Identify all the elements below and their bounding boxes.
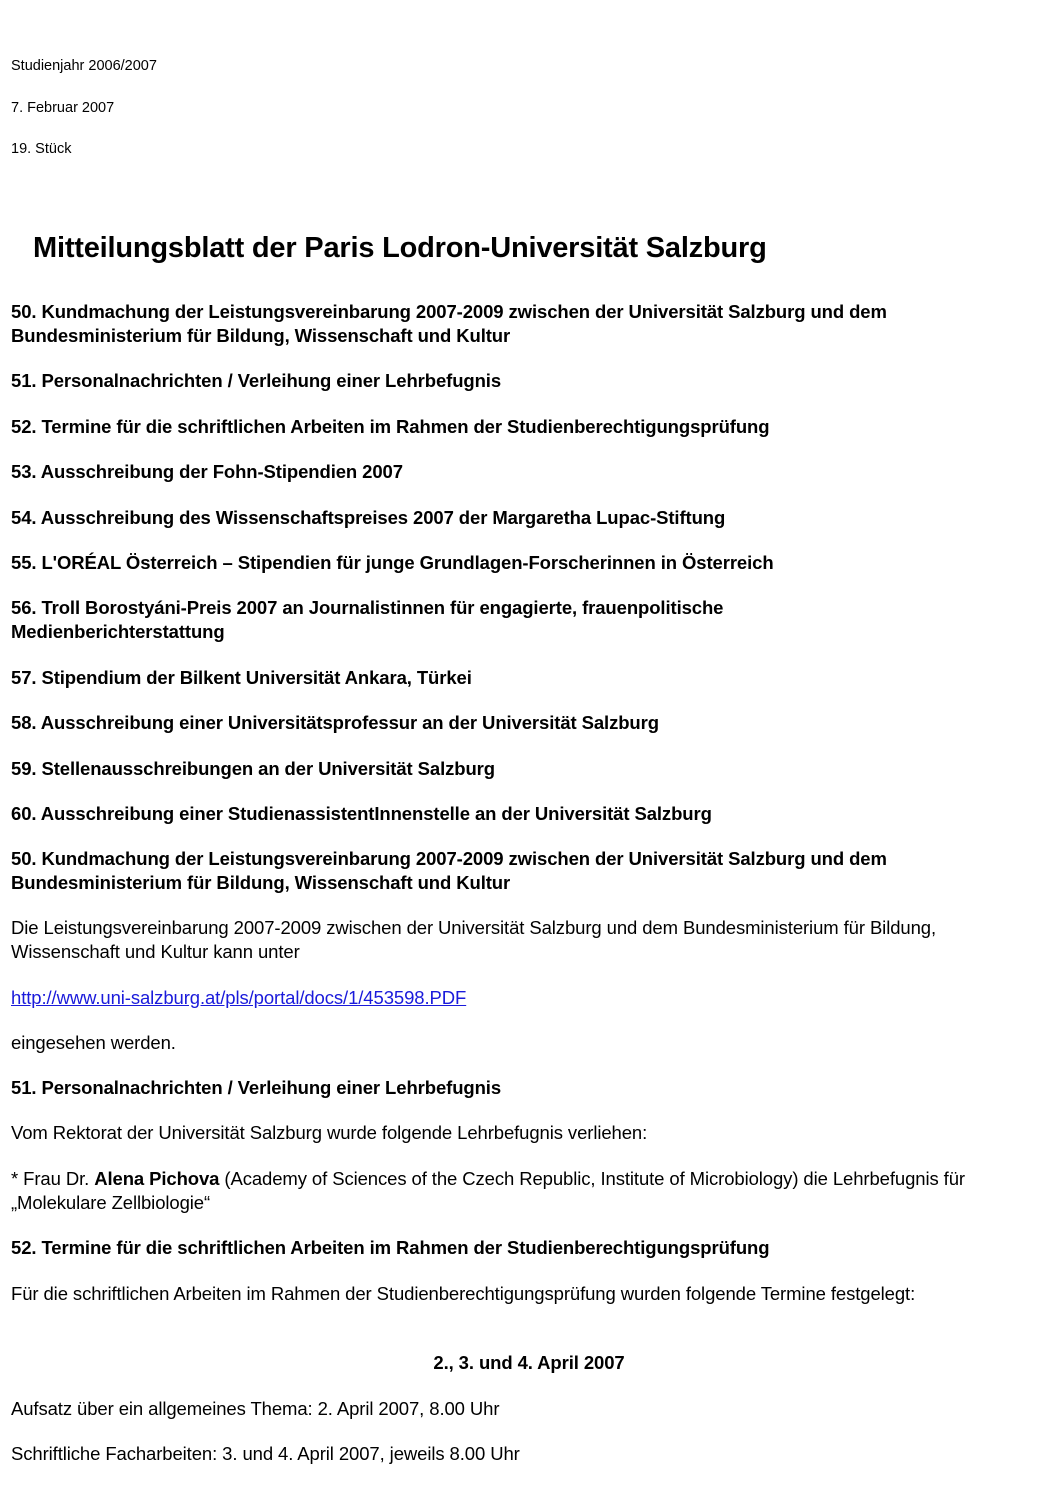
exam-line: Schriftliche Facharbeiten: 3. und 4. April 2007, jeweils 8.00 Uhr xyxy=(11,1443,520,1464)
toc-item[interactable]: 57. Stipendium der Bilkent Universität Ankara, Türkei xyxy=(11,667,472,688)
issue-number: 19. Stück xyxy=(11,141,72,157)
section-text: Für die schriftlichen Arbeiten im Rahmen der Studienberechtigungsprüfung wurden folgende Termine festgelegt: xyxy=(11,1283,916,1304)
entry-details: (Academy of Sciences of the Czech Republic, Institute of Microbiology) die Lehrbefugnis für „Molekulare Zellbiologie“ xyxy=(11,1168,965,1213)
toc-item[interactable]: 52. Termine für die schriftlichen Arbeiten im Rahmen der Studienberechtigungsprüfung xyxy=(11,416,770,437)
document-link[interactable]: http://www.uni-salzburg.at/pls/portal/docs/1/453598.PDF xyxy=(11,987,467,1008)
toc-item[interactable]: 60. Ausschreibung einer StudienassistentInnenstelle an der Universität Salzburg xyxy=(11,803,712,824)
entry-prefix: * Frau Dr. xyxy=(11,1168,95,1189)
section-heading: 52. Termine für die schriftlichen Arbeiten im Rahmen der Studienberechtigungsprüfung xyxy=(11,1237,770,1258)
section-heading: 50. Kundmachung der Leistungsvereinbarung 2007-2009 zwischen der Universität Salzburg und dem Bundesministerium für Bildung, Wissenschaft und Kultur xyxy=(11,848,887,893)
lehrbefugnis-entry xyxy=(11,1167,1001,1215)
toc-item[interactable]: 51. Personalnachrichten / Verleihung einer Lehrbefugnis xyxy=(11,370,502,391)
toc-item[interactable]: 58. Ausschreibung einer Universitätsprofessur an der Universität Salzburg xyxy=(11,712,659,733)
section-text: eingesehen werden. xyxy=(11,1032,176,1053)
section-text: Vom Rektorat der Universität Salzburg wurde folgende Lehrbefugnis verliehen: xyxy=(11,1122,648,1143)
academic-year: Studienjahr 2006/2007 xyxy=(11,58,157,74)
section-heading: 51. Personalnachrichten / Verleihung einer Lehrbefugnis xyxy=(11,1077,502,1098)
toc-item[interactable]: 59. Stellenausschreibungen an der Universität Salzburg xyxy=(11,758,495,779)
toc-item[interactable]: 53. Ausschreibung der Fohn-Stipendien 2007 xyxy=(11,461,403,482)
toc-item[interactable]: 56. Troll Borostyáni-Preis 2007 an Journalistinnen für engagierte, frauenpolitische Medienberichterstattung xyxy=(11,597,724,642)
toc-item[interactable]: 54. Ausschreibung des Wissenschaftspreises 2007 der Margaretha Lupac-Stiftung xyxy=(11,507,726,528)
issue-date: 7. Februar 2007 xyxy=(11,100,115,116)
person-name: Alena Pichova xyxy=(94,1168,220,1189)
exam-dates: 2., 3. und 4. April 2007 xyxy=(433,1352,625,1373)
toc-item[interactable]: 50. Kundmachung der Leistungsvereinbarung 2007-2009 zwischen der Universität Salzburg und dem Bundesministerium für Bildung, Wissenschaft und Kultur xyxy=(11,301,887,346)
exam-line: Aufsatz über ein allgemeines Thema: 2. April 2007, 8.00 Uhr xyxy=(11,1398,500,1419)
toc-item[interactable]: 55. L'ORÉAL Österreich – Stipendien für junge Grundlagen-Forscherinnen in Österreich xyxy=(11,552,774,573)
section-text: Die Leistungsvereinbarung 2007-2009 zwischen der Universität Salzburg und dem Bundesministerium für Bildung, Wissenschaft und Kultur kann unter xyxy=(11,917,936,962)
page-title: Mitteilungsblatt der Paris Lodron-Universität Salzburg xyxy=(33,232,767,264)
